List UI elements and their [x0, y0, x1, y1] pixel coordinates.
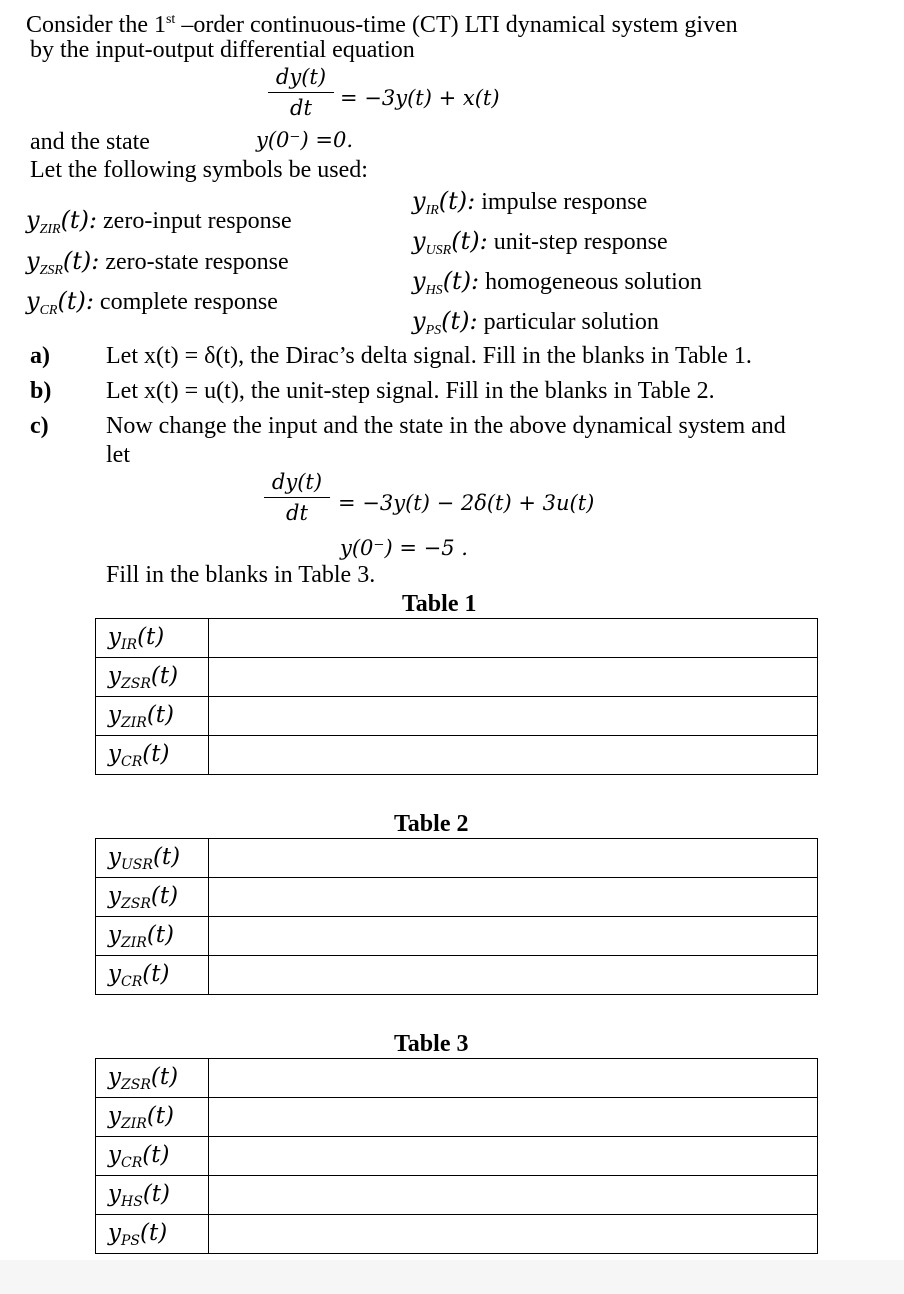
part-c-label: c) [30, 413, 49, 439]
row-symbol: $y_{IR}(t)$ [96, 619, 209, 658]
equation-2-state: y(0⁻) = −5 . [340, 536, 468, 560]
table-row [96, 1059, 818, 1098]
row-symbol: $y_{PS}(t)$ [96, 1215, 209, 1254]
equation-2-fraction: dy(t) dt [264, 469, 330, 526]
symbol-def-hs: $y_{HS}(t)$: homogeneous solution [412, 267, 702, 298]
table-2 [95, 838, 818, 995]
answer-cell[interactable] [209, 658, 818, 697]
part-c-text-2: let [106, 442, 130, 468]
table-row [96, 1137, 818, 1176]
table-row [96, 619, 818, 658]
equation-1-fraction: dy(t) dt [268, 64, 334, 121]
symbols-intro: Let the following symbols be used: [30, 157, 368, 183]
part-a-label: a) [30, 343, 50, 369]
part-b-text: Let x(t) = u(t), the unit-step signal. Fill in the blanks in Table 2. [106, 378, 715, 404]
table-1 [95, 618, 818, 775]
intro-line-1: Consider the 1st –order continuous-time (CT) LTI dynamical system given [26, 12, 738, 38]
row-symbol: $y_{CR}(t)$ [96, 736, 209, 775]
page-bottom-shade [0, 1260, 904, 1294]
row-symbol: $y_{CR}(t)$ [96, 1137, 209, 1176]
table-row [96, 697, 818, 736]
symbol-def-cr: $y_{CR}(t)$: complete response [26, 287, 278, 318]
table-row [96, 658, 818, 697]
state-equation: y(0⁻) =0. [256, 128, 354, 152]
symbol-def-ir: $y_{IR}(t)$: impulse response [412, 187, 648, 218]
answer-cell[interactable] [209, 1137, 818, 1176]
answer-cell[interactable] [209, 917, 818, 956]
part-a-text: Let x(t) = δ(t), the Dirac’s delta signal. Fill in the blanks in Table 1. [106, 343, 752, 369]
row-symbol: $y_{ZSR}(t)$ [96, 878, 209, 917]
answer-cell[interactable] [209, 839, 818, 878]
row-symbol: $y_{HS}(t)$ [96, 1176, 209, 1215]
table-row [96, 956, 818, 995]
answer-cell[interactable] [209, 736, 818, 775]
symbol-def-usr: $y_{USR}(t)$: unit-step response [412, 227, 668, 258]
table-1-title: Table 1 [402, 591, 477, 617]
answer-cell[interactable] [209, 1176, 818, 1215]
table-row [96, 1098, 818, 1137]
state-label: and the state [30, 129, 150, 155]
part-b-label: b) [30, 378, 52, 404]
answer-cell[interactable] [209, 1098, 818, 1137]
table-3-title: Table 3 [394, 1031, 469, 1057]
symbol-def-zir: $y_{ZIR}(t)$: zero-input response [26, 206, 292, 237]
symbol-def-zsr: $y_{ZSR}(t)$: zero-state response [26, 247, 289, 278]
table-row [96, 1176, 818, 1215]
row-symbol: $y_{USR}(t)$ [96, 839, 209, 878]
row-symbol: $y_{CR}(t)$ [96, 956, 209, 995]
row-symbol: $y_{ZIR}(t)$ [96, 1098, 209, 1137]
symbol-def-ps: $y_{PS}(t)$: particular solution [412, 307, 659, 338]
intro-line-2: by the input-output differential equation [30, 37, 415, 63]
table-row [96, 917, 818, 956]
answer-cell[interactable] [209, 1215, 818, 1254]
table-row [96, 1215, 818, 1254]
row-symbol: $y_{ZSR}(t)$ [96, 658, 209, 697]
answer-cell[interactable] [209, 1059, 818, 1098]
table-3 [95, 1058, 818, 1254]
equation-1-rhs: = −3y(t) + x(t) [340, 86, 500, 110]
table-row [96, 736, 818, 775]
fill-instruction: Fill in the blanks in Table 3. [106, 562, 376, 588]
row-symbol: $y_{ZSR}(t)$ [96, 1059, 209, 1098]
row-symbol: $y_{ZIR}(t)$ [96, 697, 209, 736]
answer-cell[interactable] [209, 697, 818, 736]
table-row [96, 839, 818, 878]
equation-2-rhs: = −3y(t) − 2δ(t) + 3u(t) [338, 491, 595, 515]
table-row [96, 878, 818, 917]
table-2-title: Table 2 [394, 811, 469, 837]
answer-cell[interactable] [209, 878, 818, 917]
answer-cell[interactable] [209, 956, 818, 995]
part-c-text-1: Now change the input and the state in the above dynamical system and [106, 413, 786, 439]
row-symbol: $y_{ZIR}(t)$ [96, 917, 209, 956]
answer-cell[interactable] [209, 619, 818, 658]
